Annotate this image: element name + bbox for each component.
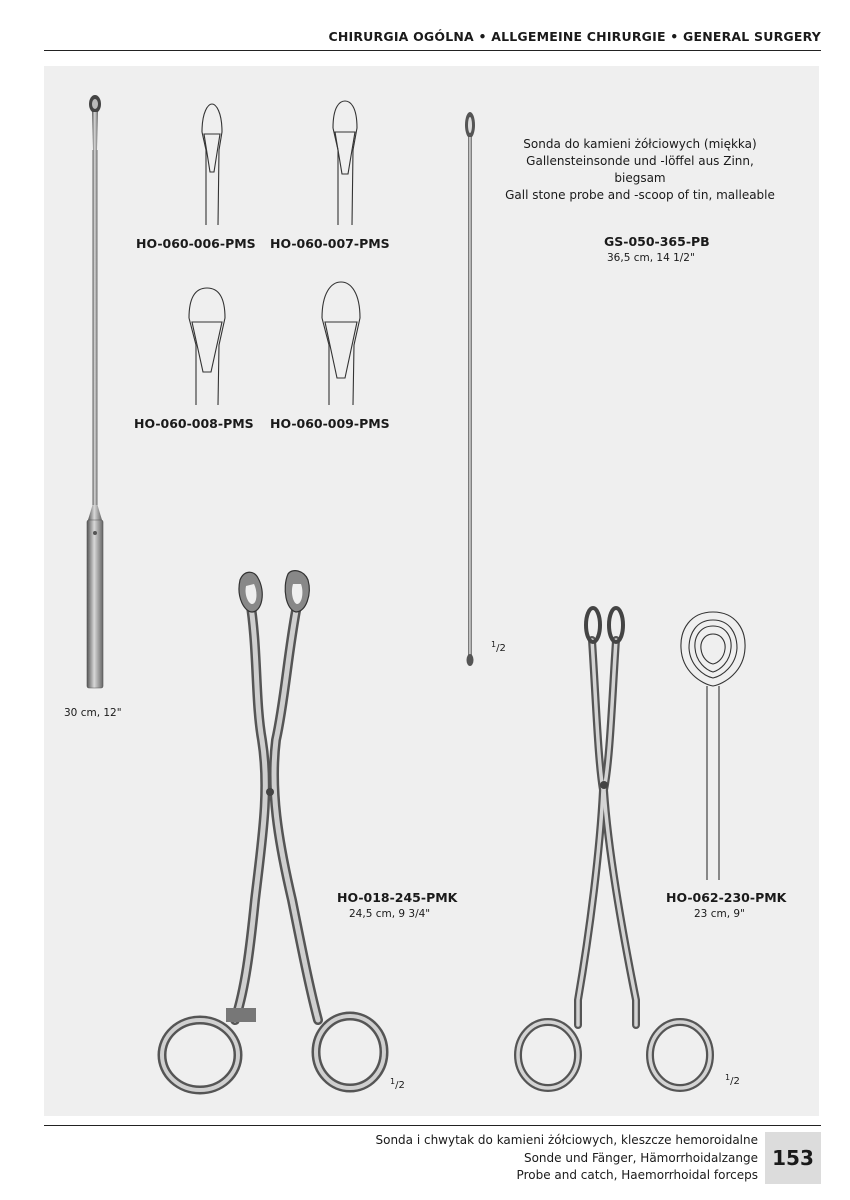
- long-probe-illustration: [87, 95, 103, 688]
- forceps-230-tip-drawing: [681, 612, 745, 880]
- scale-label-forceps-230: $^1$/2: [725, 1073, 740, 1087]
- forceps-245-size: 24,5 cm, 9 3/4": [349, 908, 431, 920]
- footer-line-pl: Sonda i chwytak do kamieni żółciowych, kleszcze hemoroidalne: [375, 1133, 758, 1147]
- gallstone-probe-size: 36,5 cm, 14 1/2": [607, 252, 695, 264]
- forceps-230-illustration: [518, 608, 710, 1088]
- forceps-245-illustration: [162, 571, 384, 1090]
- footer-caption: [375, 1132, 758, 1185]
- tip-009-drawing: [322, 282, 360, 405]
- product-code-006: HO-060-006-PMS: [136, 236, 256, 251]
- product-code-062-230: HO-062-230-PMK: [666, 890, 787, 905]
- product-code-009: HO-060-009-PMS: [270, 416, 390, 431]
- product-code-018-245: HO-018-245-PMK: [337, 890, 458, 905]
- footer-line-en: Probe and catch, Haemorrhoidal forceps: [516, 1168, 758, 1182]
- tip-007-drawing: [333, 101, 357, 225]
- product-code-007: HO-060-007-PMS: [270, 236, 390, 251]
- scale-label-forceps-245: $^1$/2: [390, 1077, 405, 1091]
- desc-en: Gall stone probe and -scoop of tin, malleable: [505, 188, 775, 202]
- footer-divider: [44, 1125, 821, 1126]
- tip-006-drawing: [202, 104, 222, 225]
- gallstone-probe-description: [505, 136, 775, 204]
- tip-008-drawing: [189, 288, 225, 405]
- page-number: 153: [765, 1132, 821, 1184]
- scale-label-gallstone: $^1$/2: [491, 640, 506, 654]
- footer-line-de: Sonde und Fänger, Hämorrhoidalzange: [523, 1150, 758, 1165]
- product-code-gs-050: GS-050-365-PB: [604, 234, 710, 249]
- desc-de: Gallensteinsonde und -löffel aus Zinn, biegsam: [526, 154, 754, 185]
- forceps-230-size: 23 cm, 9": [694, 908, 745, 920]
- header-title: CHIRURGIA OGÓLNA • ALLGEMEINE CHIRURGIE • GENERAL SURGERY: [328, 29, 821, 44]
- desc-pl: Sonda do kamieni żółciowych (miękka): [523, 137, 757, 151]
- tip-drawings: [189, 101, 360, 405]
- long-probe-size: 30 cm, 12": [64, 707, 122, 719]
- product-code-008: HO-060-008-PMS: [134, 416, 254, 431]
- gallstone-probe-illustration: [465, 112, 475, 666]
